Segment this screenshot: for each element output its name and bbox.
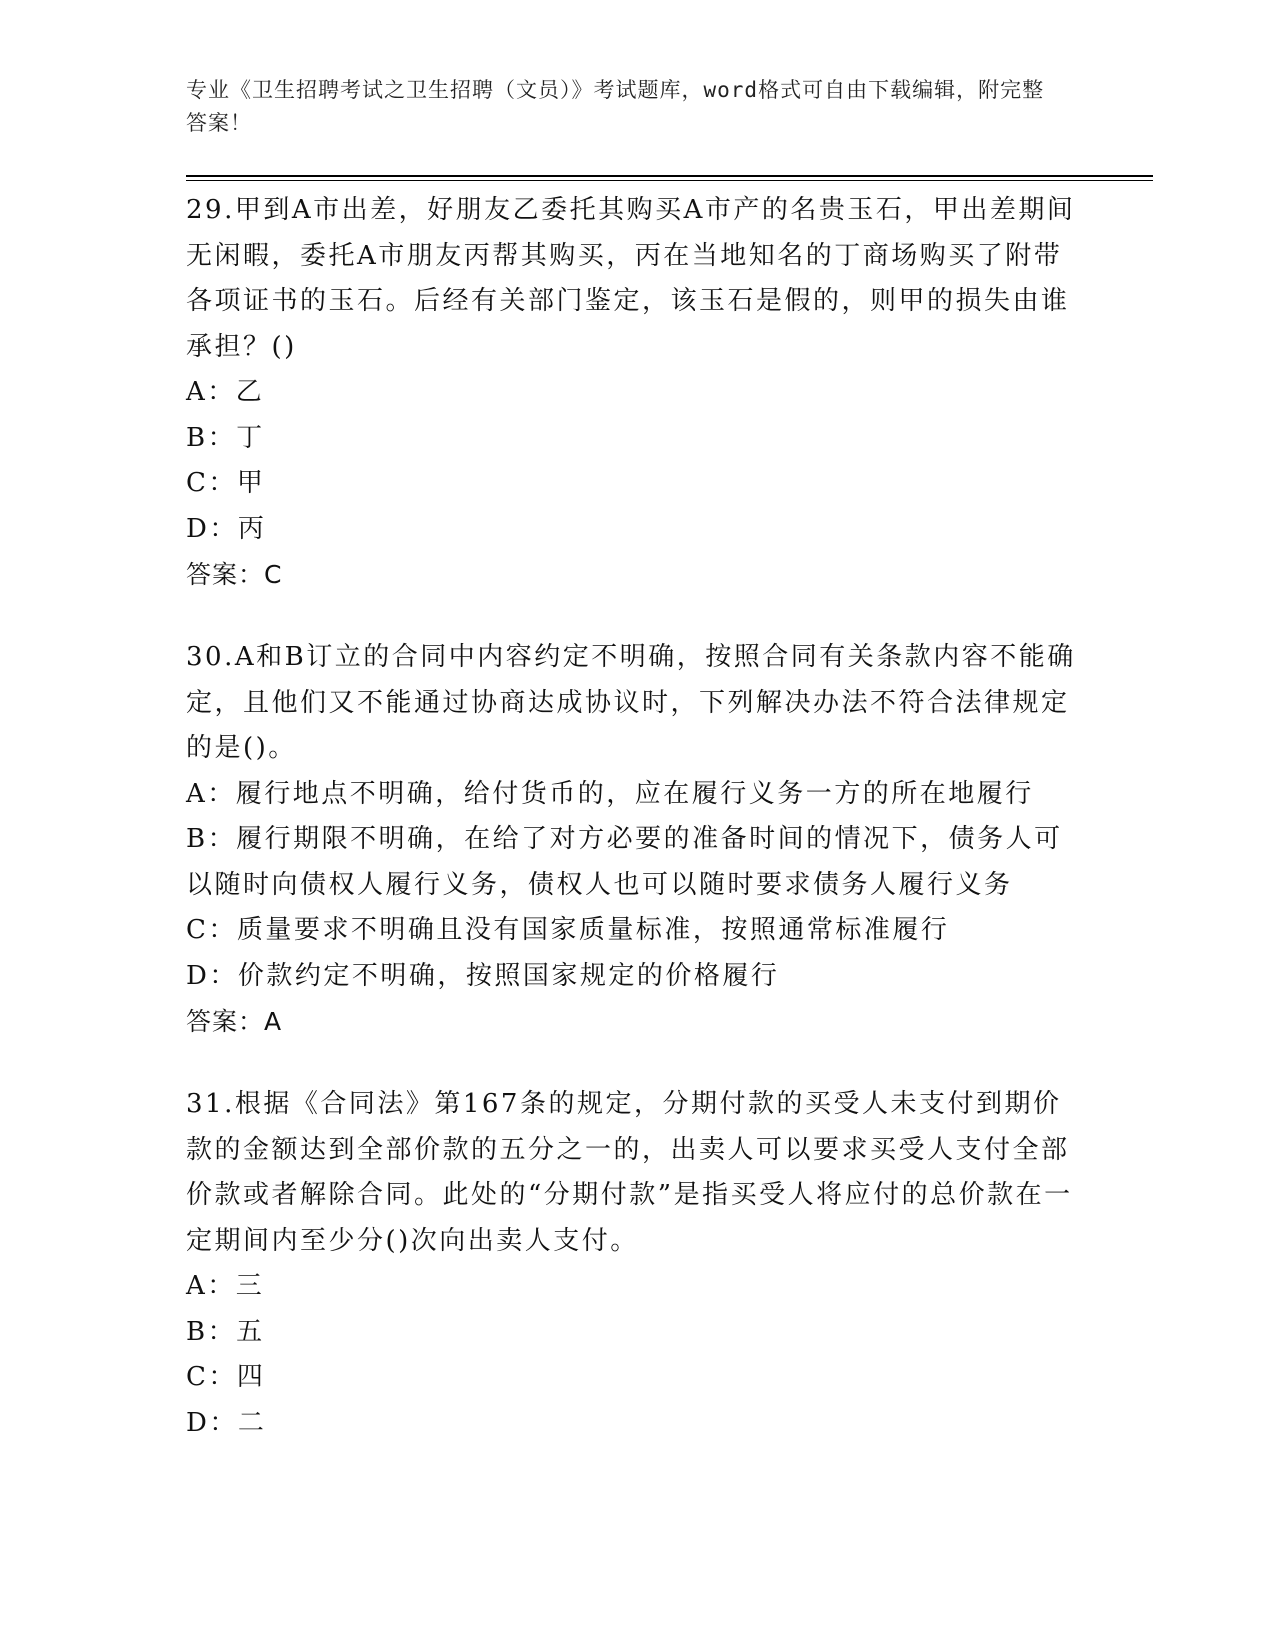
option-a: A：三 xyxy=(186,1271,265,1301)
question-stem: 31.根据《合同法》第167条的规定，分期付款的买受人未支付到期价款的金额达到全部价款的五分之一的，出卖人可以要求买受人支付全部价款或者解除合同。此处的“分期付款”是指买受人将应付的总价款在一定期间内至少分()次向出卖人支付。 xyxy=(186,1089,1073,1256)
header-rule-thick xyxy=(186,175,1153,177)
option-b: B：履行期限不明确，在给了对方必要的准备时间的情况下，债务人可以随时向债权人履行义务，债权人也可以随时要求债务人履行义务 xyxy=(186,824,1063,900)
option-a: A：履行地点不明确，给付货币的，应在履行义务一方的所在地履行 xyxy=(186,778,1034,809)
question-stem: 30.A和B订立的合同中内容约定不明确，按照合同有关条款内容不能确定，且他们又不能通过协商达成协议时，下列解决办法不符合法律规定的是()。 xyxy=(186,642,1076,763)
option-c: C：甲 xyxy=(186,468,266,498)
question-list xyxy=(186,188,1076,1484)
option-c: C：质量要求不明确且没有国家质量标准，按照通常标准履行 xyxy=(186,915,950,945)
document-header: 专业《卫生招聘考试之卫生招聘（文员）》考试题库，word格式可自由下载编辑，附完整答案！ xyxy=(186,78,1045,135)
question-31 xyxy=(186,1082,1076,1446)
option-d: D：丙 xyxy=(186,513,267,544)
answer: 答案：C xyxy=(186,560,283,589)
answer: 答案：A xyxy=(186,1007,283,1036)
option-b: B：五 xyxy=(186,1316,265,1347)
option-c: C：四 xyxy=(186,1362,266,1392)
option-b: B：丁 xyxy=(186,422,265,453)
question-30 xyxy=(186,635,1076,1044)
option-a: A：乙 xyxy=(186,377,265,407)
question-stem: 29.甲到A市出差，好朋友乙委托其购买A市产的名贵玉石，甲出差期间无闲暇，委托A市朋友丙帮其购买，丙在当地知名的丁商场购买了附带各项证书的玉石。后经有关部门鉴定，该玉石是假的，则甲的损失由谁承担？() xyxy=(186,195,1076,362)
option-d: D：二 xyxy=(186,1407,267,1438)
question-29 xyxy=(186,188,1076,597)
header-rule-thin xyxy=(186,180,1153,181)
option-d: D：价款约定不明确，按照国家规定的价格履行 xyxy=(186,960,780,991)
